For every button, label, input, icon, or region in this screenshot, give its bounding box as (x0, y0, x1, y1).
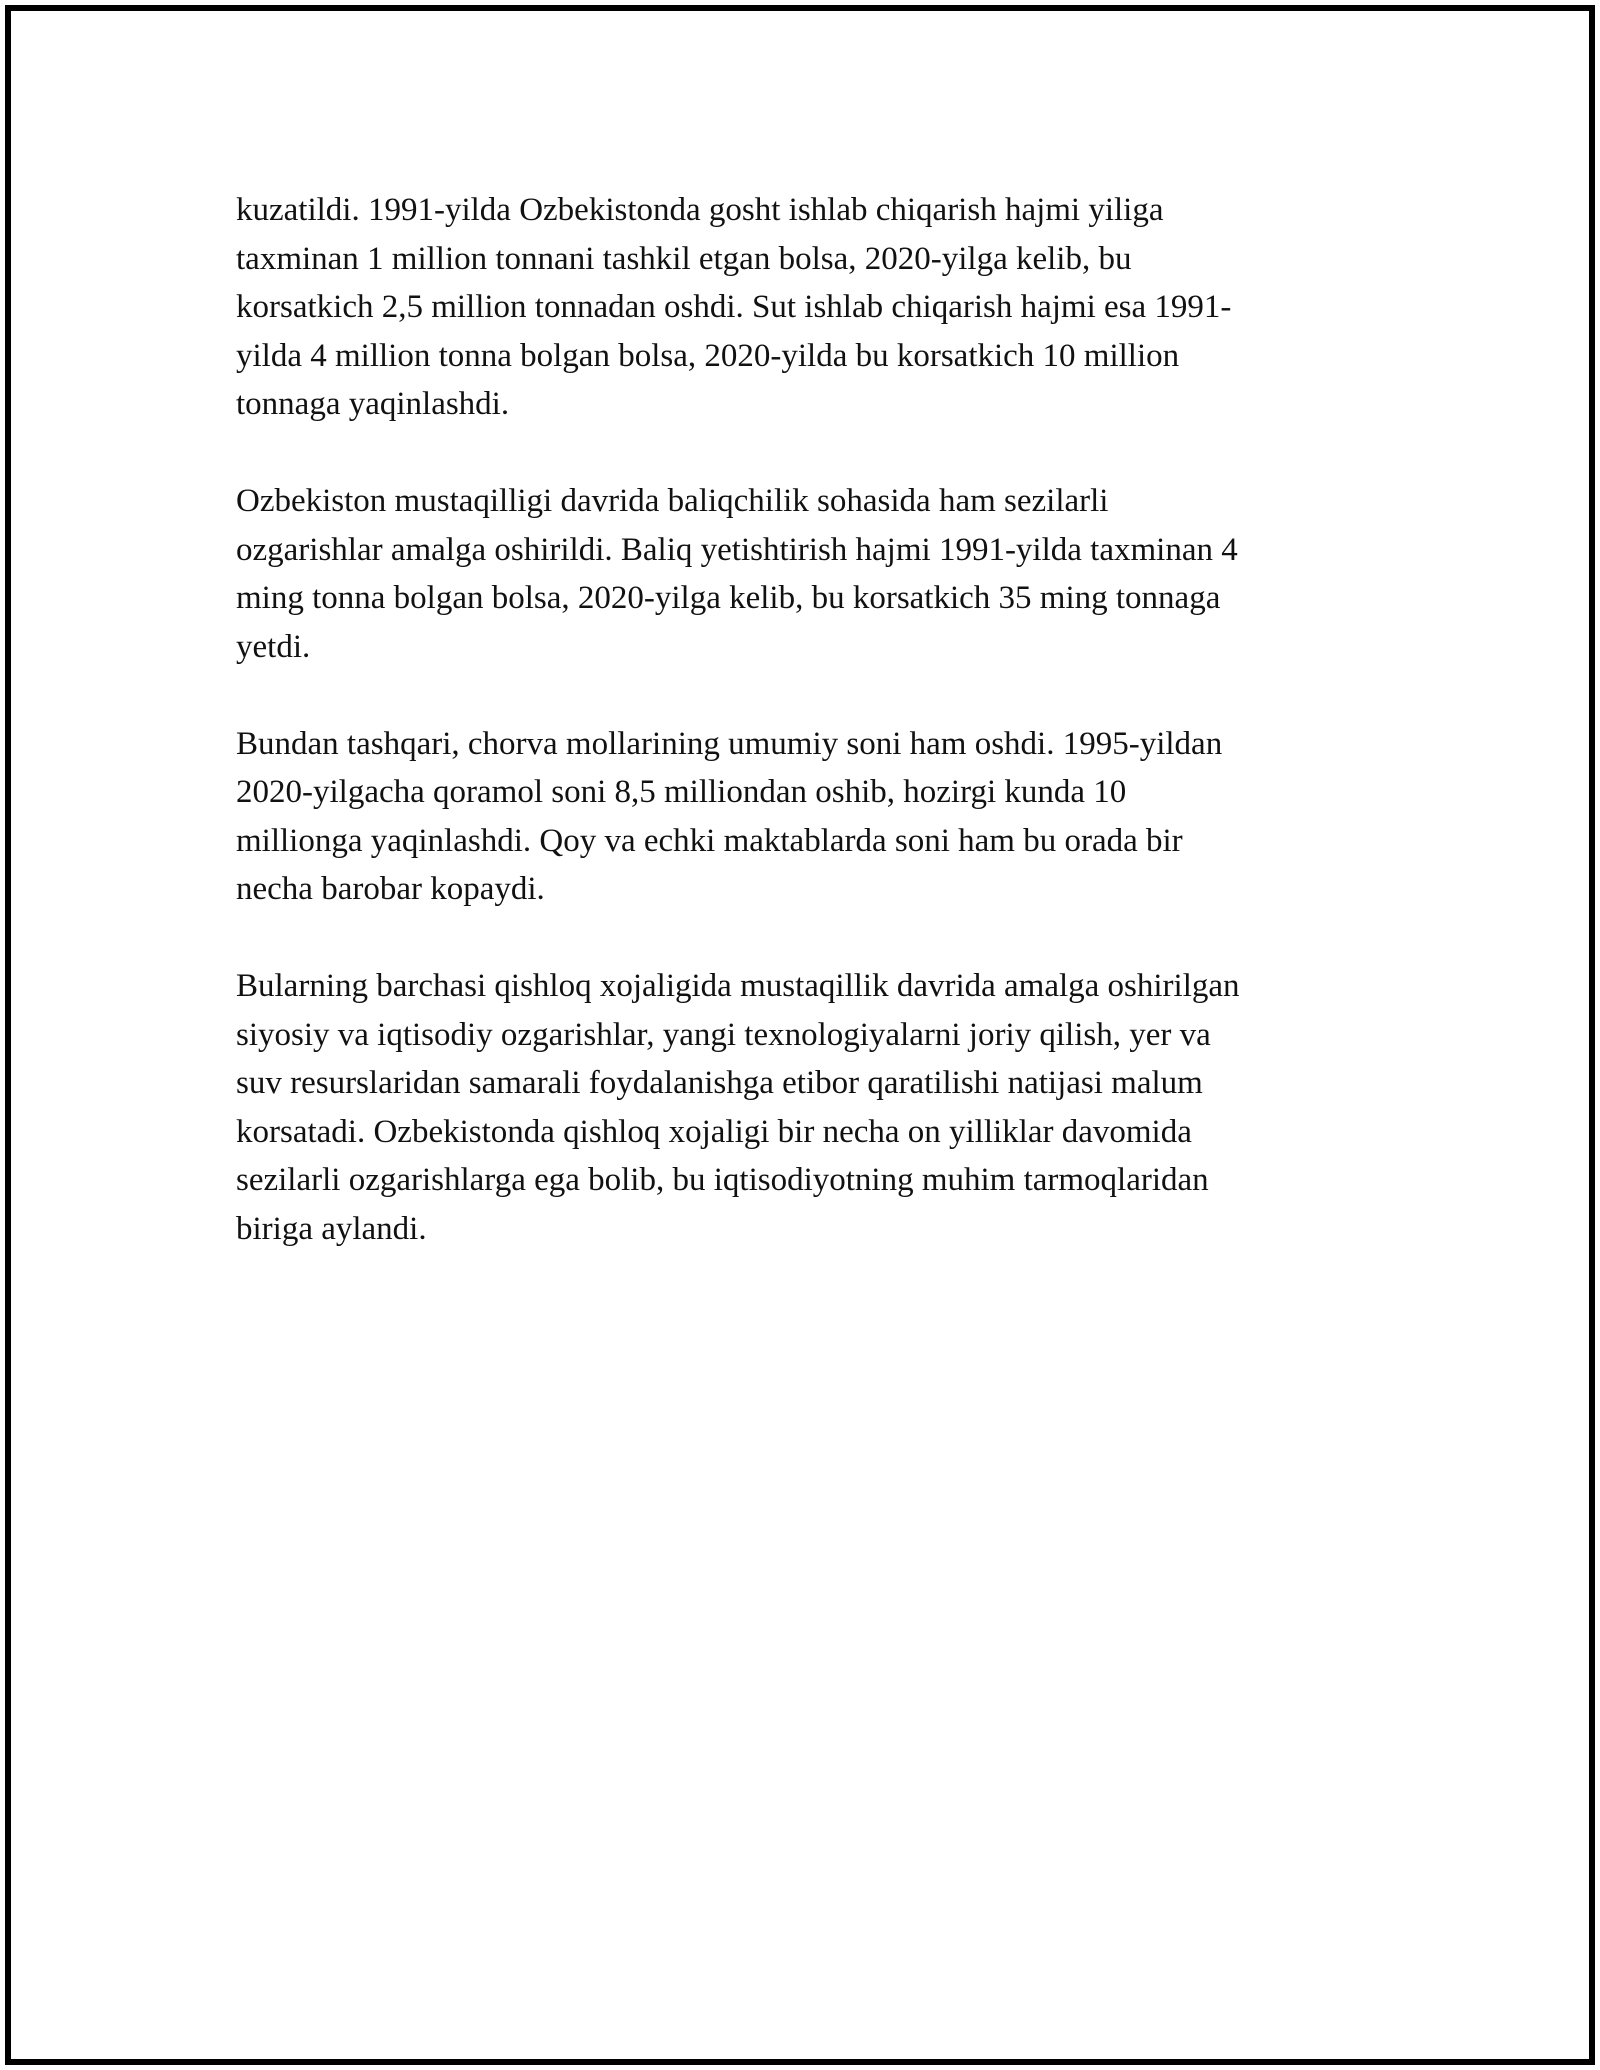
paragraph-2 (236, 477, 1356, 671)
paragraph-line: sezilarli ozgarishlarga ega bolib, bu iqtisodiyotning muhim tarmoqlaridan (236, 1162, 1209, 1198)
paragraph-line: necha barobar kopaydi. (236, 871, 545, 907)
paragraph-line: ming tonna bolgan bolsa, 2020-yilga kelib, bu korsatkich 35 ming tonnaga (236, 580, 1221, 616)
paragraph-line: kuzatildi. 1991-yilda Ozbekistonda gosht ishlab chiqarish hajmi yiliga (236, 192, 1164, 228)
paragraph-line: ozgarishlar amalga oshirildi. Baliq yetishtirish hajmi 1991-yilda taxminan 4 (236, 531, 1238, 568)
paragraph-line: taxminan 1 million tonnani tashkil etgan bolsa, 2020-yilga kelib, bu (236, 240, 1132, 277)
paragraph-line: 2020-yilgacha qoramol soni 8,5 milliondan oshib, hozirgi kunda 10 (236, 774, 1127, 810)
paragraph-line: Bularning barchasi qishloq xojaligida mustaqillik davrida amalga oshirilgan (236, 968, 1240, 1004)
paragraph-4 (236, 962, 1356, 1253)
paragraph-3 (236, 720, 1356, 914)
paragraph-line: korsatadi. Ozbekistonda qishloq xojaligi bir necha on yilliklar davomida (236, 1113, 1192, 1150)
paragraph-line: yetdi. (236, 628, 311, 665)
paragraph-line: Ozbekiston mustaqilligi davrida baliqchilik sohasida ham sezilarli (236, 483, 1109, 519)
paragraph-line: suv resurslaridan samarali foydalanishga etibor qaratilishi natijasi malum (236, 1065, 1203, 1101)
paragraph-1 (236, 186, 1356, 429)
paragraph-line: yilda 4 million tonna bolgan bolsa, 2020-yilda bu korsatkich 10 million (236, 337, 1180, 374)
paragraph-line: millionga yaqinlashdi. Qoy va echki maktablarda soni ham bu orada bir (236, 822, 1183, 859)
paragraph-line: biriga aylandi. (236, 1210, 427, 1247)
paragraph-line: tonnaga yaqinlashdi. (236, 386, 510, 422)
paragraph-line: Bundan tashqari, chorva mollarining umumiy soni ham oshdi. 1995-yildan (236, 725, 1223, 762)
document-body (236, 186, 1356, 1302)
paragraph-line: siyosiy va iqtisodiy ozgarishlar, yangi texnologiyalarni joriy qilish, yer va (236, 1016, 1211, 1053)
paragraph-line: korsatkich 2,5 million tonnadan oshdi. Sut ishlab chiqarish hajmi esa 1991- (236, 289, 1232, 325)
